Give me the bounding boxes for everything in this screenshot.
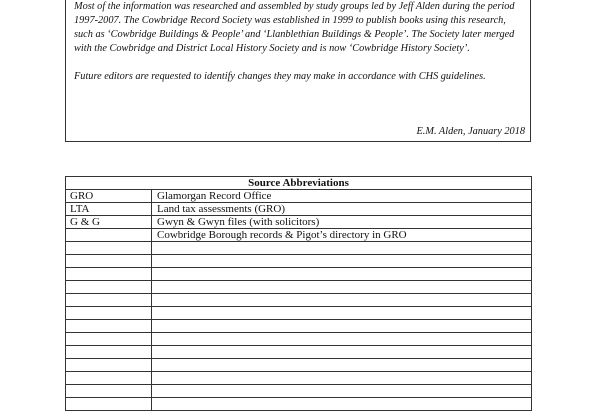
abbreviation-description xyxy=(152,268,532,281)
abbreviation-code xyxy=(66,242,152,255)
abbreviation-description xyxy=(152,359,532,372)
abbreviation-code xyxy=(66,398,152,411)
table-row xyxy=(66,268,532,281)
table-row xyxy=(66,242,532,255)
abbreviation-description xyxy=(152,385,532,398)
abbreviation-description xyxy=(152,281,532,294)
notice-paragraph-research: Most of the information was researched and assembled by study groups led by Jeff Alden during the period 1997-2007. The Cowbridge Record Society was established in 1999 to publish books using this research, such as ‘Cowbridge Buildings & People’ and ‘Llanblethian Buildings & People’. The Society later merged with the Cowbridge and District Local History Society and is now ‘Cowbridge History Society’. xyxy=(74,1,515,54)
table-row xyxy=(66,333,532,346)
abbreviation-code xyxy=(66,385,152,398)
table-title: Source Abbreviations xyxy=(66,177,532,190)
notice-paragraph-editors: Future editors are requested to identify changes they may make in accordance with CHS guidelines. xyxy=(74,71,486,82)
abbreviation-description: Land tax assessments (GRO) xyxy=(152,203,532,216)
table-row xyxy=(66,372,532,385)
table-row xyxy=(66,385,532,398)
abbreviation-code xyxy=(66,346,152,359)
source-abbreviations-table xyxy=(65,176,532,411)
abbreviation-code xyxy=(66,255,152,268)
table-header-row xyxy=(66,177,532,190)
table-row xyxy=(66,190,532,203)
abbreviation-code xyxy=(66,320,152,333)
table-row xyxy=(66,229,532,242)
abbreviation-code xyxy=(66,333,152,346)
abbreviation-description xyxy=(152,333,532,346)
abbreviation-description xyxy=(152,294,532,307)
table-row xyxy=(66,359,532,372)
abbreviation-code: LTA xyxy=(66,203,152,216)
table-row xyxy=(66,281,532,294)
abbreviation-description xyxy=(152,242,532,255)
table-row xyxy=(66,203,532,216)
abbreviation-description: Cowbridge Borough records & Pigot’s directory in GRO xyxy=(152,229,532,242)
table-row xyxy=(66,320,532,333)
abbreviation-code xyxy=(66,281,152,294)
table-row xyxy=(66,307,532,320)
abbreviation-description: Glamorgan Record Office xyxy=(152,190,532,203)
abbreviation-code: GRO xyxy=(66,190,152,203)
abbreviation-code xyxy=(66,307,152,320)
abbreviation-code xyxy=(66,294,152,307)
abbreviation-description xyxy=(152,346,532,359)
abbreviation-description xyxy=(152,307,532,320)
table-body xyxy=(66,190,532,411)
notice-signature: E.M. Alden, January 2018 xyxy=(416,126,525,137)
abbreviation-code xyxy=(66,229,152,242)
notice-box xyxy=(65,0,531,142)
table-row xyxy=(66,216,532,229)
abbreviation-code xyxy=(66,372,152,385)
abbreviation-code xyxy=(66,268,152,281)
table-row xyxy=(66,255,532,268)
abbreviation-description xyxy=(152,255,532,268)
table-row xyxy=(66,346,532,359)
abbreviation-description xyxy=(152,320,532,333)
abbreviation-code xyxy=(66,359,152,372)
table-row xyxy=(66,398,532,411)
abbreviation-description xyxy=(152,398,532,411)
abbreviation-code: G & G xyxy=(66,216,152,229)
table-row xyxy=(66,294,532,307)
abbreviation-description: Gwyn & Gwyn files (with solicitors) xyxy=(152,216,532,229)
abbreviation-description xyxy=(152,372,532,385)
